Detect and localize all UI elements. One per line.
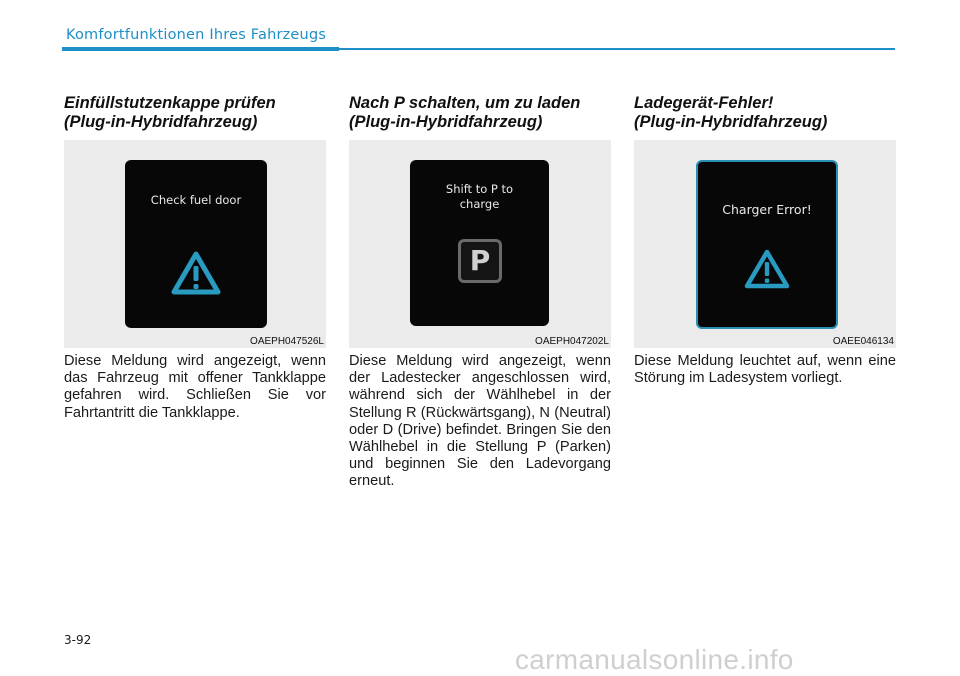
section-heading	[64, 94, 326, 140]
image-code: OAEE046134	[832, 336, 894, 347]
cluster-figure	[634, 140, 896, 348]
heading-line: Ladegerät-Fehler!	[634, 94, 774, 112]
display-message: Check fuel door	[150, 193, 242, 207]
heading-line: Nach P schalten, um zu laden	[349, 94, 581, 112]
cluster-display	[410, 160, 549, 326]
body-text: Diese Meldung leuchtet auf, wenn eine Störung im Ladesystem vorliegt.	[634, 353, 896, 387]
header-rule-accent	[62, 47, 339, 51]
section-heading	[349, 94, 611, 140]
display-message: Shift to P to charge	[445, 182, 514, 211]
heading-line: (Plug-in-Hybridfahrzeug)	[64, 113, 258, 131]
section-charger-error	[634, 94, 896, 387]
cluster-display	[125, 160, 267, 328]
heading-line: (Plug-in-Hybridfahrzeug)	[349, 113, 543, 131]
section-header: Komfortfunktionen Ihres Fahrzeugs	[66, 27, 327, 43]
image-code: OAEPH047202L	[535, 336, 609, 347]
cluster-figure	[64, 140, 326, 348]
cluster-figure	[349, 140, 611, 348]
heading-line: Einfüllstutzenkappe prüfen	[64, 94, 276, 112]
section-shift-to-p	[349, 94, 611, 491]
warning-triangle-icon	[170, 250, 222, 296]
cluster-display	[696, 160, 838, 329]
watermark: carmanualsonline.info	[515, 644, 794, 675]
park-gear-icon: P	[458, 239, 502, 283]
warning-triangle-icon	[743, 248, 791, 290]
body-text: Diese Meldung wird angezeigt, wenn das Fahrzeug mit offener Tankklappe gefahren wird. Schließen Sie vor Fahrtantritt die Tankklappe.	[64, 353, 326, 421]
display-message: Charger Error!	[722, 202, 812, 217]
page-number: 3-92	[64, 633, 92, 647]
header-rule	[339, 48, 895, 50]
body-text: Diese Meldung wird angezeigt, wenn der Ladestecker angeschlossen wird, während sich der Wählhebel in der Stellung R (Rückwärtsgang), N (Neutral) oder D (Drive) befindet. Bringen Sie den Wählhebel in die Stellung P (Parken) und beginnen Sie den Ladevorgang erneut.	[349, 353, 611, 490]
section-heading	[634, 94, 896, 140]
section-check-fuel-door	[64, 94, 326, 422]
image-code: OAEPH047526L	[250, 336, 324, 347]
heading-line: (Plug-in-Hybridfahrzeug)	[634, 113, 828, 131]
